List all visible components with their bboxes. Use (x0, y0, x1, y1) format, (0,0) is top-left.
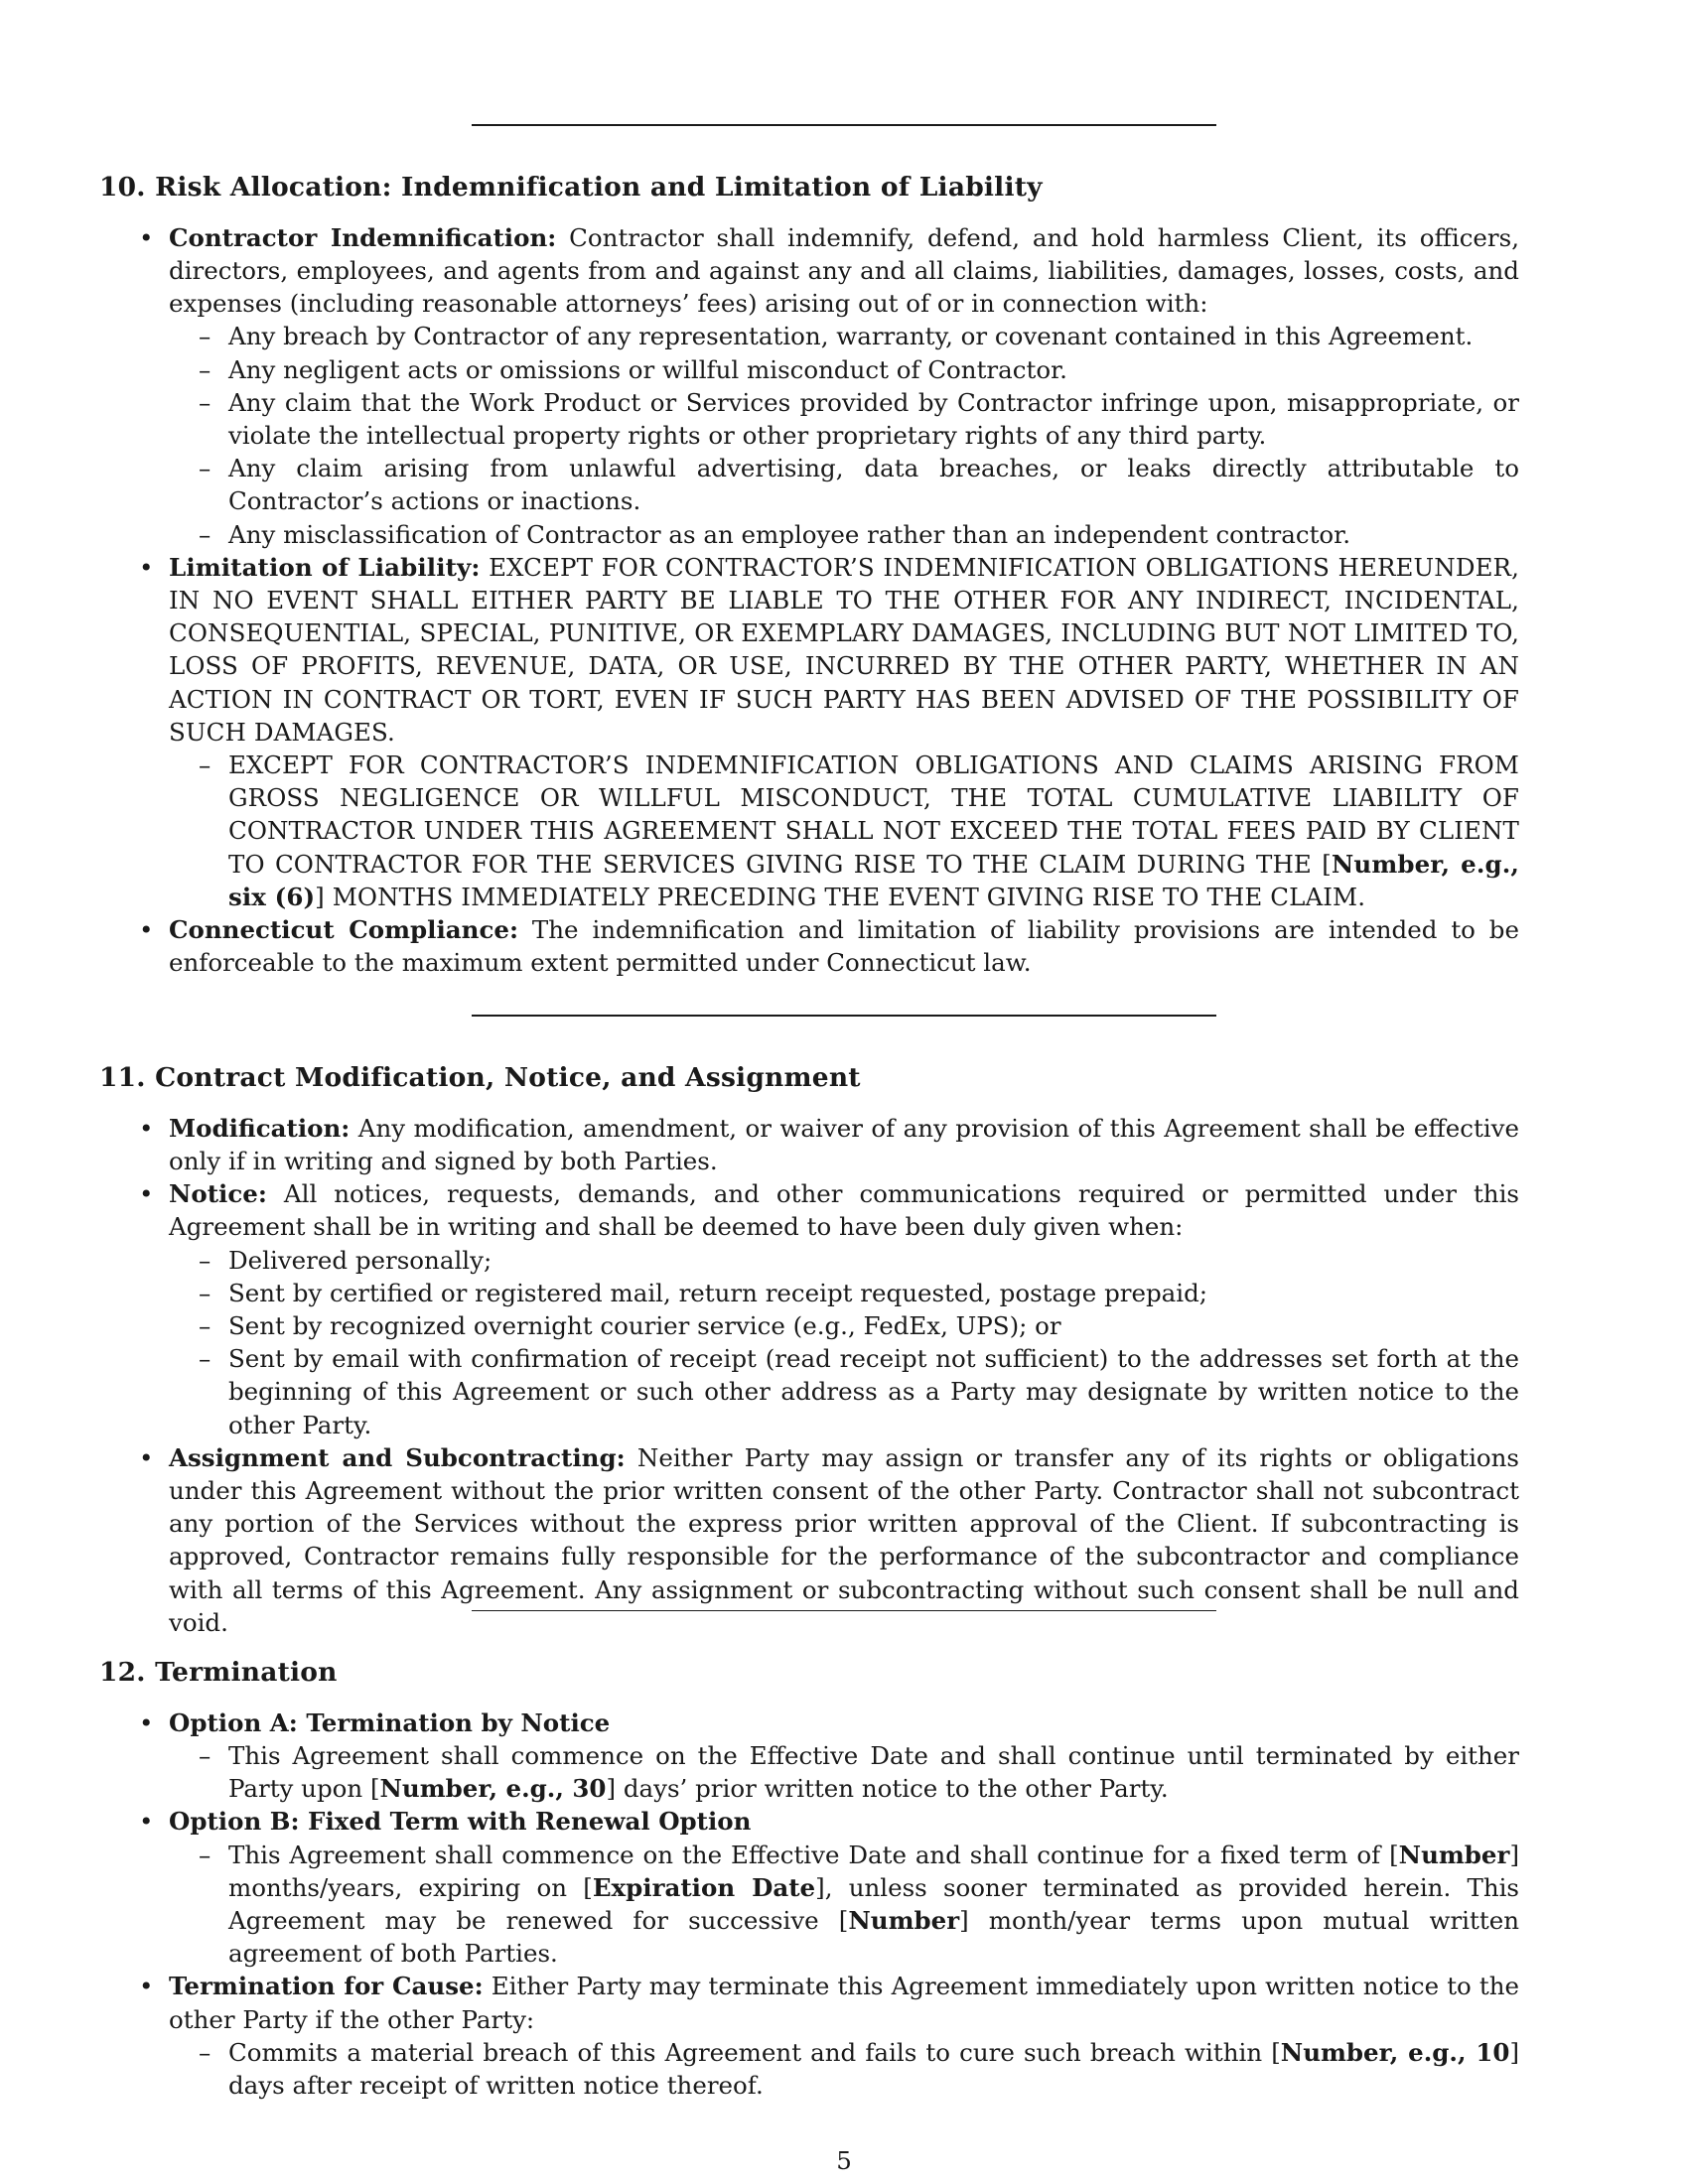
section-heading: 11. Contract Modification, Notice, and Assignment (99, 1062, 861, 1093)
item-text: All notices, requests, demands, and other communications required or permitted under this Agreement shall be in writing and shall be deemed to have been duly given when: (169, 1179, 1519, 1242)
list-item (169, 1970, 1519, 2102)
sub-item: – Sent by recognized overnight courier service (e.g., FedEx, UPS); or (228, 1309, 1519, 1342)
sub-list (169, 1739, 1519, 1805)
list-item (169, 1177, 1519, 1441)
sub-item (228, 749, 1519, 913)
item-text: Contractor shall indemnify, defend, and hold harmless Client, its officers, directors, employees, and agents from and against any and all claims, liabilities, damages, losses, costs, and expenses (including reasonable attorneys’ fees) arising out of or in connection with: (169, 222, 1519, 319)
sub-item-text: This Agreement shall commence on the Effective Date and shall continue until terminated by either Party upon [ (228, 1741, 1519, 1804)
sub-item: – Any misclassification of Contractor as an employee rather than an independent contractor. (228, 518, 1519, 551)
sub-list (169, 320, 1519, 550)
sub-list (169, 749, 1519, 913)
item-label: Limitation of Liability: (169, 552, 481, 582)
item-text: The indemnification and limitation of liability provisions are intended to be enforceable to the maximum extent permitted under Connecticut law. (169, 915, 1519, 978)
sub-item: – Any breach by Contractor of any representation, warranty, or covenant contained in this Agreement. (228, 320, 1519, 352)
sub-item: – Any claim arising from unlawful advertising, data breaches, or leaks directly attributable to Contractor’s actions or inactions. (228, 452, 1519, 517)
list-item (169, 1706, 1519, 1806)
item-text: EXCEPT FOR CONTRACTOR’S INDEMNIFICATION OBLIGATIONS HEREUNDER, IN NO EVENT SHALL EITHER PARTY BE LIABLE TO THE OTHER FOR ANY INDIRECT, INCIDENTAL, CONSEQUENTIAL, SPECIAL, PUNITIVE, OR EXEMPLARY DAMAGES, INCLUDING BUT NOT LIMITED TO, LOSS OF PROFITS, REVENUE, DATA, OR USE, INCURRED BY THE OTHER PARTY, WHETHER IN AN ACTION IN CONTRACT OR TORT, EVEN IF SUCH PARTY HAS BEEN ADVISED OF THE POSSIBILITY OF SUCH DAMAGES. (169, 552, 1519, 747)
sub-item-text: ] days’ prior written notice to the other Party. (606, 1774, 1169, 1804)
item-label: Contractor Indemnification: (169, 222, 557, 252)
sub-item-text: ] months/years, expiring on [ (228, 1840, 1519, 1902)
list-item (169, 1805, 1519, 1970)
item-text: Any modification, amendment, or waiver of any provision of this Agreement shall be effective only if in writing and signed by both Parties. (169, 1113, 1519, 1175)
section-divider (472, 124, 1216, 126)
section-12 (99, 1657, 1589, 2102)
sub-item: – Delivered personally; (228, 1244, 1519, 1277)
list-item (169, 913, 1519, 979)
section-10 (99, 172, 1589, 979)
sub-item (228, 2036, 1519, 2102)
sub-item-text: Commits a material breach of this Agreement and fails to cure such breach within [ (228, 2037, 1281, 2067)
placeholder-field: Number (848, 1906, 960, 1936)
item-label: Option B: Fixed Term with Renewal Option (169, 1807, 752, 1837)
list-item (169, 1112, 1519, 1177)
sub-item (228, 1839, 1519, 1971)
sub-list (169, 1244, 1519, 1441)
item-text: Neither Party may assign or transfer any of its rights or obligations under this Agreement without the prior written consent of the other Party. Contractor shall not subcontract any portion of the Services without the express prior written approval of the Client. If subcontracting is approved, Contractor remains fully responsible for the performance of the subcontractor and compliance with all terms of this Agreement. Any assignment or subcontracting without such consent shall be null and void. (169, 1442, 1520, 1637)
sub-item-text: ] days after receipt of written notice thereof. (228, 2037, 1519, 2101)
sub-item: – Sent by certified or registered mail, return receipt requested, postage prepaid; (228, 1277, 1519, 1309)
item-label: Modification: (169, 1113, 351, 1143)
item-label: Option A: Termination by Notice (169, 1707, 611, 1737)
sub-item: – Any claim that the Work Product or Services provided by Contractor infringe upon, misappropriate, or violate the intellectual property rights or other proprietary rights of any third party. (228, 386, 1519, 452)
sub-item: – Sent by email with confirmation of receipt (read receipt not sufficient) to the addresses set forth at the beginning of this Agreement or such other address as a Party may designate by written notice to the other Party. (228, 1342, 1519, 1441)
sub-item-text: ], unless sooner terminated as provided herein. This Agreement may be renewed for successive [ (228, 1872, 1520, 1936)
placeholder-field: Number, e.g., 30 (379, 1774, 607, 1804)
item-label: Assignment and Subcontracting: (169, 1442, 626, 1472)
bullet-list (99, 1112, 1519, 1639)
list-item (169, 551, 1519, 913)
placeholder-field: Number, e.g., six (6) (228, 849, 1519, 911)
sub-list (169, 2036, 1519, 2102)
list-item (169, 221, 1519, 551)
sub-list (169, 1839, 1519, 1971)
sub-item-text: ] MONTHS IMMEDIATELY PRECEDING THE EVENT GIVING RISE TO THE CLAIM. (315, 882, 1366, 911)
section-heading: 12. Termination (99, 1657, 338, 1688)
sub-item-text: EXCEPT FOR CONTRACTOR’S INDEMNIFICATION OBLIGATIONS AND CLAIMS ARISING FROM GROSS NEGLIGENCE OR WILLFUL MISCONDUCT, THE TOTAL CUMULATIVE LIABILITY OF CONTRACTOR UNDER THIS AGREEMENT SHALL NOT EXCEED THE TOTAL FEES PAID BY CLIENT TO CONTRACTOR FOR THE SERVICES GIVING RISE TO THE CLAIM DURING THE [ (228, 751, 1519, 879)
page-number: 5 (836, 2146, 852, 2175)
item-label: Notice: (169, 1179, 267, 1209)
sub-item (228, 1739, 1519, 1805)
bullet-list (99, 221, 1519, 980)
bullet-list (99, 1706, 1519, 2102)
placeholder-field: Expiration Date (592, 1872, 816, 1902)
item-label: Termination for Cause: (169, 1972, 484, 2001)
section-divider (472, 1015, 1216, 1017)
placeholder-field: Number, e.g., 10 (1280, 2037, 1510, 2067)
item-label: Connecticut Compliance: (169, 915, 519, 945)
sub-item-text: This Agreement shall commence on the Effective Date and shall continue for a fixed term of [ (228, 1840, 1399, 1869)
section-11 (99, 1062, 1589, 1639)
sub-item-text: ] month/year terms upon mutual written agreement of both Parties. (228, 1906, 1519, 1969)
section-heading: 10. Risk Allocation: Indemnification and Limitation of Liability (99, 172, 1043, 203)
placeholder-field: Number (1398, 1840, 1510, 1869)
section-divider (472, 1610, 1216, 1611)
sub-item: – Any negligent acts or omissions or willful misconduct of Contractor. (228, 353, 1519, 386)
item-text: Either Party may terminate this Agreement immediately upon written notice to the other Party if the other Party: (169, 1972, 1519, 2034)
